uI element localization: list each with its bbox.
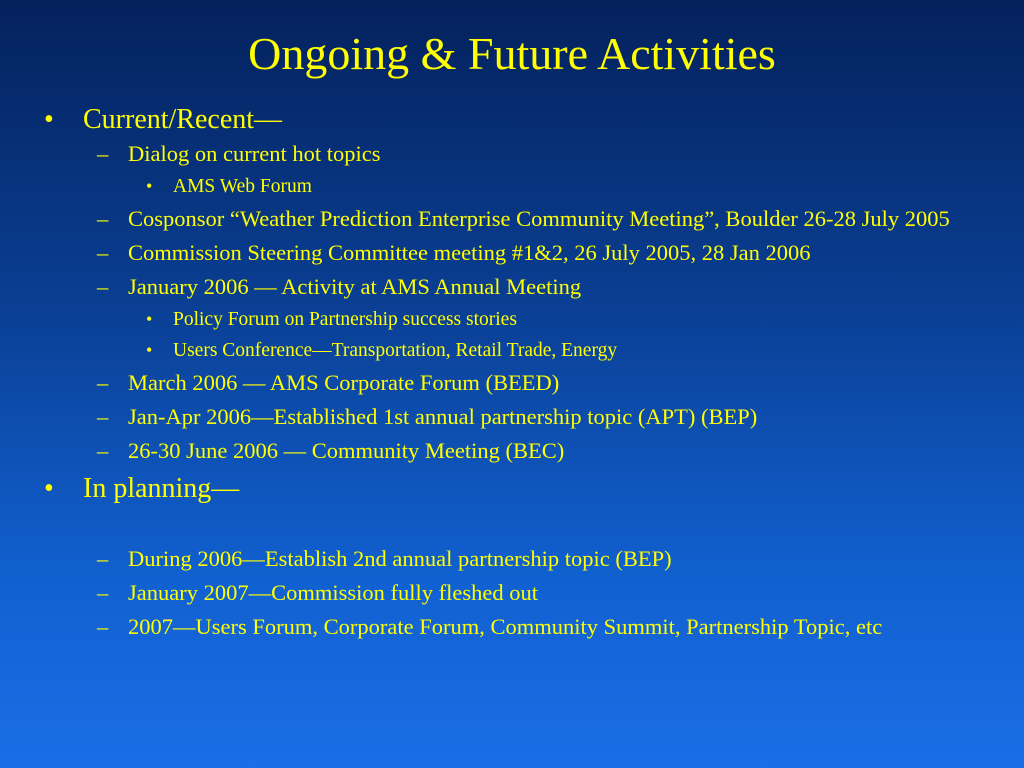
list-item: [0, 274, 1000, 300]
bullet-icon: •: [146, 176, 153, 196]
list-item-text: During 2006—Establish 2nd annual partnership topic (BEP): [128, 546, 672, 571]
section-heading: [0, 472, 1000, 506]
sub-list-item-text: AMS Web Forum: [173, 176, 312, 197]
dash-icon: –: [97, 274, 109, 299]
dash-icon: –: [97, 240, 109, 265]
dash-icon: –: [97, 370, 109, 395]
section-label: Current/Recent—: [83, 104, 283, 135]
dash-icon: –: [97, 404, 109, 429]
list-item: [0, 404, 1000, 430]
list-item-text: Jan-Apr 2006—Established 1st annual partnership topic (APT) (BEP): [128, 404, 758, 429]
list-item-text: Cosponsor “Weather Prediction Enterprise Community Meeting”, Boulder 26-28 July 2005: [128, 206, 950, 231]
list-item: [0, 614, 1000, 640]
dash-icon: –: [97, 614, 109, 639]
list-item: [0, 240, 1000, 266]
dash-icon: –: [97, 546, 109, 571]
sub-list-item-text: Users Conference—Transportation, Retail Trade, Energy: [173, 340, 618, 361]
list-item: [0, 370, 1000, 396]
list-item-text: January 2006 — Activity at AMS Annual Meeting: [128, 274, 582, 299]
list-item: [0, 546, 1000, 572]
sub-list-item: [0, 308, 1000, 331]
list-item-text: Dialog on current hot topics: [128, 141, 381, 166]
sub-list-item: [0, 339, 1000, 362]
dash-icon: –: [97, 141, 109, 166]
list-item: [0, 206, 1000, 232]
bullet-icon: •: [146, 309, 153, 329]
dash-icon: –: [97, 438, 109, 463]
sub-list-item-text: Policy Forum on Partnership success stories: [173, 309, 517, 330]
list-item-text: Commission Steering Committee meeting #1&2, 26 July 2005, 28 Jan 2006: [128, 240, 811, 265]
sub-list-item: [0, 175, 1000, 198]
list-item: [0, 141, 1000, 167]
bullet-icon: •: [146, 340, 153, 360]
dash-icon: –: [97, 580, 109, 605]
bullet-icon: •: [44, 473, 54, 504]
list-item-text: 2007—Users Forum, Corporate Forum, Community Summit, Partnership Topic, etc: [128, 614, 883, 639]
list-item-text: March 2006 — AMS Corporate Forum (BEED): [128, 370, 560, 395]
spacer: [0, 510, 1000, 546]
slide-body: [0, 103, 1000, 648]
dash-icon: –: [97, 206, 109, 231]
slide-title: Ongoing & Future Activities: [248, 28, 776, 79]
list-item: [0, 438, 1000, 464]
section-heading: [0, 103, 1000, 137]
section-label: In planning—: [83, 473, 240, 504]
list-item: [0, 580, 1000, 606]
list-item-text: January 2007—Commission fully fleshed out: [128, 580, 538, 605]
bullet-icon: •: [44, 104, 54, 135]
list-item-text: 26-30 June 2006 — Community Meeting (BEC): [128, 438, 565, 463]
